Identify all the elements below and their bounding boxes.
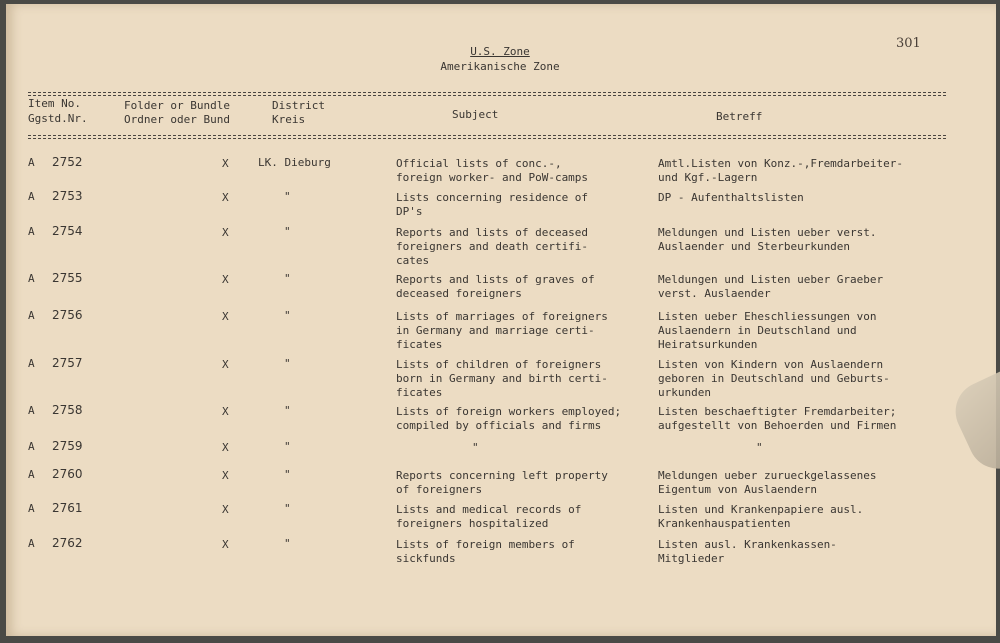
row-prefix: A xyxy=(28,190,35,203)
zone-title-en xyxy=(0,45,1000,58)
row-folder-mark: X xyxy=(222,538,229,551)
row-subject-line: foreigners and death certifi- xyxy=(396,240,589,253)
row-subject-line: deceased foreigners xyxy=(396,287,522,300)
row-betreff-line: verst. Auslaender xyxy=(658,287,771,300)
col-item-line2: Ggstd.Nr. xyxy=(28,112,88,125)
row-betreff-line: urkunden xyxy=(658,386,711,399)
row-district: " xyxy=(284,537,291,550)
row-item-number: 2759 xyxy=(52,439,83,453)
row-folder-mark: X xyxy=(222,405,229,418)
row-subject-line: foreigners hospitalized xyxy=(396,517,549,530)
zone-title-de: Amerikanische Zone xyxy=(440,60,560,73)
row-prefix: A xyxy=(28,225,35,238)
row-district: " xyxy=(284,502,291,515)
header-rule-bottom-2 xyxy=(28,138,946,139)
row-subject-line: ficates xyxy=(396,386,443,399)
row-folder-mark: X xyxy=(222,358,229,371)
row-betreff-line: Meldungen und Listen ueber verst. xyxy=(658,226,877,239)
row-item-number: 2756 xyxy=(52,308,83,322)
row-betreff-line: Listen und Krankenpapiere ausl. xyxy=(658,503,864,516)
row-district: " xyxy=(284,309,291,322)
row-betreff-line: Eigentum von Auslaendern xyxy=(658,483,817,496)
row-folder-mark: X xyxy=(222,310,229,323)
row-folder-mark: X xyxy=(222,273,229,286)
row-prefix: A xyxy=(28,440,35,453)
row-subject-line: compiled by officials and firms xyxy=(396,419,602,432)
row-betreff-line: Listen ueber Eheschliessungen von xyxy=(658,310,877,323)
header-rule-top xyxy=(28,92,946,93)
col-district-line2: Kreis xyxy=(272,113,306,126)
row-item-number: 2762 xyxy=(52,536,83,550)
col-folder-line1: Folder or Bundle xyxy=(124,99,230,112)
row-subject-line: Lists of foreign members of xyxy=(396,538,575,551)
row-betreff-line: Amtl.Listen von Konz.-,Fremdarbeiter- xyxy=(658,157,904,170)
row-district: " xyxy=(284,190,291,203)
row-folder-mark: X xyxy=(222,226,229,239)
row-subject-line: Lists concerning residence of xyxy=(396,191,589,204)
row-item-number: 2761 xyxy=(52,501,83,515)
header-rule-top-2 xyxy=(28,95,946,96)
row-district: " xyxy=(284,225,291,238)
row-subject-line: in Germany and marriage certi- xyxy=(396,324,595,337)
col-folder-line2: Ordner oder Bund xyxy=(124,113,230,126)
row-subject-line: Reports and lists of graves of xyxy=(396,273,595,286)
row-district: " xyxy=(284,404,291,417)
row-betreff-line: Auslaendern in Deutschland und xyxy=(658,324,857,337)
row-folder-mark: X xyxy=(222,469,229,482)
row-subject-line: sickfunds xyxy=(396,552,456,565)
row-prefix: A xyxy=(28,309,35,322)
row-betreff-line: DP - Aufenthaltslisten xyxy=(658,191,804,204)
row-betreff-line: Meldungen ueber zurueckgelassenes xyxy=(658,469,877,482)
col-subject: Subject xyxy=(452,108,499,121)
row-district: LK. Dieburg xyxy=(258,156,331,169)
row-betreff-line: geboren in Deutschland und Geburts- xyxy=(658,372,890,385)
row-subject-line: of foreigners xyxy=(396,483,483,496)
row-betreff-line: Listen von Kindern von Auslaendern xyxy=(658,358,884,371)
row-subject-line: Official lists of conc.-, xyxy=(396,157,562,170)
header-rule-bottom xyxy=(28,135,946,136)
row-subject-line: born in Germany and birth certi- xyxy=(396,372,608,385)
page-number: 301 xyxy=(896,36,921,51)
row-prefix: A xyxy=(28,537,35,550)
row-prefix: A xyxy=(28,156,35,169)
row-item-number: 2753 xyxy=(52,189,83,203)
row-betreff-line: " xyxy=(756,441,763,454)
row-item-number: 2754 xyxy=(52,224,83,238)
row-prefix: A xyxy=(28,502,35,515)
row-betreff-line: Auslaender und Sterbeurkunden xyxy=(658,240,851,253)
row-district: " xyxy=(284,357,291,370)
row-item-number: 2757 xyxy=(52,356,83,370)
row-subject-line: Lists and medical records of xyxy=(396,503,582,516)
row-subject-line: Lists of foreign workers employed; xyxy=(396,405,622,418)
row-prefix: A xyxy=(28,272,35,285)
row-folder-mark: X xyxy=(222,441,229,454)
row-subject-line: Lists of children of foreigners xyxy=(396,358,602,371)
row-betreff-line: aufgestellt von Behoerden und Firmen xyxy=(658,419,897,432)
col-betreff: Betreff xyxy=(716,110,763,123)
row-betreff-line: Meldungen und Listen ueber Graeber xyxy=(658,273,884,286)
row-folder-mark: X xyxy=(222,157,229,170)
row-subject-line: cates xyxy=(396,254,430,267)
row-subject-line: foreign worker- and PoW-camps xyxy=(396,171,589,184)
row-district: " xyxy=(284,440,291,453)
row-betreff-line: Heiratsurkunden xyxy=(658,338,758,351)
row-betreff-line: Mitglieder xyxy=(658,552,725,565)
zone-title-en-text: U.S. Zone xyxy=(470,45,530,58)
row-betreff-line: Listen beschaeftigter Fremdarbeiter; xyxy=(658,405,897,418)
row-betreff-line: Krankenhauspatienten xyxy=(658,517,791,530)
row-prefix: A xyxy=(28,404,35,417)
row-subject-line: Reports and lists of deceased xyxy=(396,226,589,239)
row-subject-line: DP's xyxy=(396,205,423,218)
row-prefix: A xyxy=(28,468,35,481)
row-item-number: 2755 xyxy=(52,271,83,285)
row-betreff-line: Listen ausl. Krankenkassen- xyxy=(658,538,837,551)
col-district-line1: District xyxy=(272,99,325,112)
row-subject-line: Lists of marriages of foreigners xyxy=(396,310,608,323)
row-item-number: 2760 xyxy=(52,467,83,481)
row-subject-line: Reports concerning left property xyxy=(396,469,608,482)
row-subject-line: " xyxy=(472,441,479,454)
row-district: " xyxy=(284,468,291,481)
row-folder-mark: X xyxy=(222,191,229,204)
row-district: " xyxy=(284,272,291,285)
row-subject-line: ficates xyxy=(396,338,443,351)
row-folder-mark: X xyxy=(222,503,229,516)
row-betreff-line: und Kgf.-Lagern xyxy=(658,171,758,184)
col-item-line1: Item No. xyxy=(28,97,81,110)
row-prefix: A xyxy=(28,357,35,370)
row-item-number: 2758 xyxy=(52,403,83,417)
row-item-number: 2752 xyxy=(52,155,83,169)
